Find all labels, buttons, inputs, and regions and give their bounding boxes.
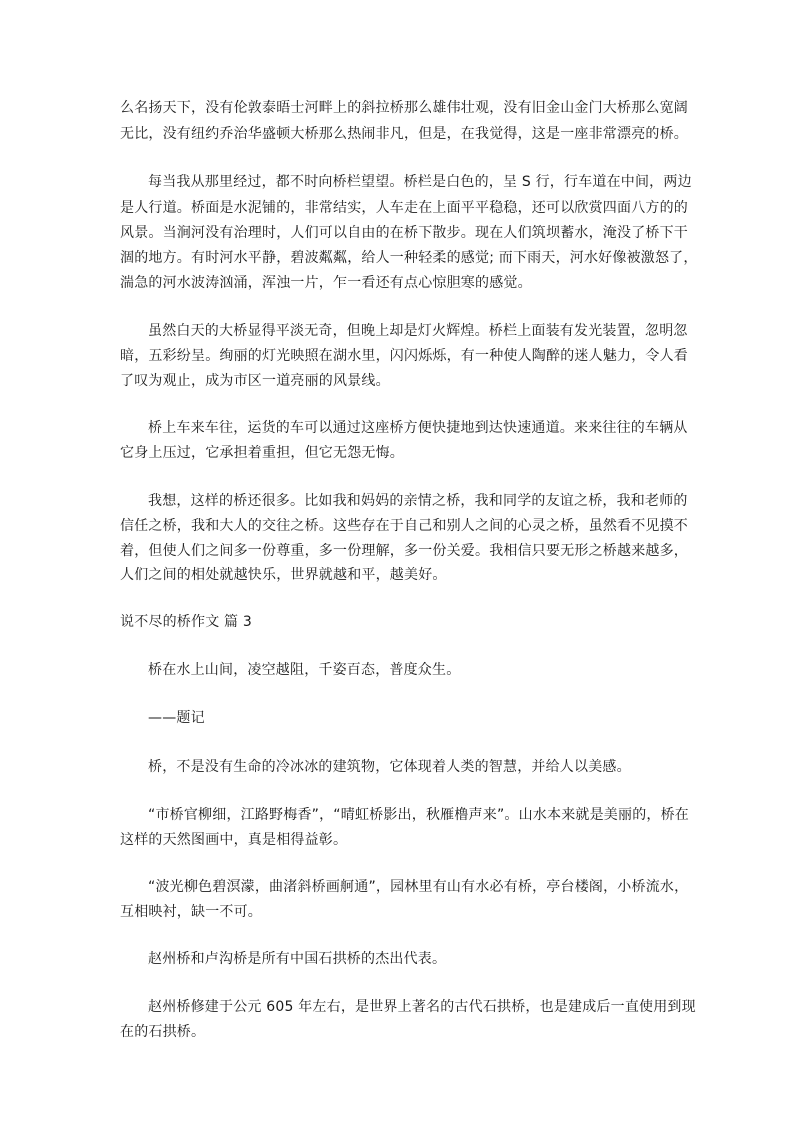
text-line: “市桥官柳细，江路野梅香”，“晴虹桥影出，秋雁橹声来”。山水本来就是美丽的，桥在: [148, 807, 690, 823]
text-line: 无比，没有纽约乔治华盛顿大桥那么热闹非凡，但是，在我觉得，这是一座非常漂亮的桥。: [120, 126, 688, 142]
section-heading: 说不尽的桥作文 篇 3: [120, 614, 253, 630]
epigraph-attribution: ——题记: [148, 710, 205, 726]
text-line: 桥，不是没有生命的冷冰冰的建筑物，它体现着人类的智慧，并给人以美感。: [148, 759, 631, 775]
text-line: 每当我从那里经过，都不时向桥栏望望。桥栏是白色的，呈 S 行，行车道在中间，两边: [148, 174, 692, 190]
text-line: 互相映衬，缺一不可。: [120, 904, 262, 920]
text-line: 信任之桥，我和大人的交往之桥。这些存在于自己和别人之间的心灵之桥，虽然看不见摸不: [120, 518, 688, 534]
text-line: 赵州桥和卢沟桥是所有中国石拱桥的杰出代表。: [148, 951, 447, 967]
text-line: 了叹为观止，成为市区一道亮丽的风景线。: [120, 373, 390, 389]
text-line: 我想，这样的桥还很多。比如我和妈妈的亲情之桥，我和同学的友谊之桥，我和老师的: [148, 493, 688, 509]
text-line: 风景。当涧河没有治理时，人们可以自由的在桥下散步。现在人们筑坝蓄水，淹没了桥下干: [120, 225, 688, 241]
text-line: 赵州桥修建于公元 605 年左右，是世界上著名的古代石拱桥，也是建成后一直使用到现: [148, 999, 696, 1015]
text-line: 它身上压过，它承担着重担，但它无怨无悔。: [120, 445, 404, 461]
text-line: 暗，五彩纷呈。绚丽的灯光映照在湖水里，闪闪烁烁，有一种使人陶醉的迷人魅力，令人看: [120, 348, 688, 364]
text-line: 湍急的河水波涛汹涌，浑浊一片，乍一看还有点心惊胆寒的感觉。: [120, 275, 532, 291]
text-line: 涸的地方。有时河水平静，碧波粼粼，给人一种轻柔的感觉; 而下雨天，河水好像被激怒了，: [120, 250, 698, 266]
text-line: 么名扬天下，没有伦敦泰晤士河畔上的斜拉桥那么雄伟壮观，没有旧金山金门大桥那么宽阔: [120, 100, 688, 116]
text-line: 虽然白天的大桥显得平淡无奇，但晚上却是灯火辉煌。桥栏上面装有发光装置，忽明忽: [148, 323, 688, 339]
text-line: 桥在水上山间，凌空越阻，千姿百态，普度众生。: [148, 662, 461, 678]
text-line: 桥上车来车往，运货的车可以通过这座桥方便快捷地到达快速通道。来来往往的车辆从: [148, 420, 688, 436]
text-line: 着，但使人们之间多一份尊重，多一份理解，多一份关爱。我相信只要无形之桥越来越多，: [120, 543, 688, 559]
text-line: “波光柳色碧溟濛，曲渚斜桥画舸通”，园林里有山有水必有桥，亭台楼阁，小桥流水，: [148, 879, 689, 895]
text-line: 是人行道。桥面是水泥铺的，非常结实，人车走在上面平平稳稳，还可以欣赏四面八方的的: [120, 200, 688, 216]
text-line: 这样的天然图画中，真是相得益彰。: [120, 832, 348, 848]
text-line: 在的石拱桥。: [120, 1024, 206, 1040]
text-line: 人们之间的相处就越快乐，世界就越和平，越美好。: [120, 567, 447, 583]
